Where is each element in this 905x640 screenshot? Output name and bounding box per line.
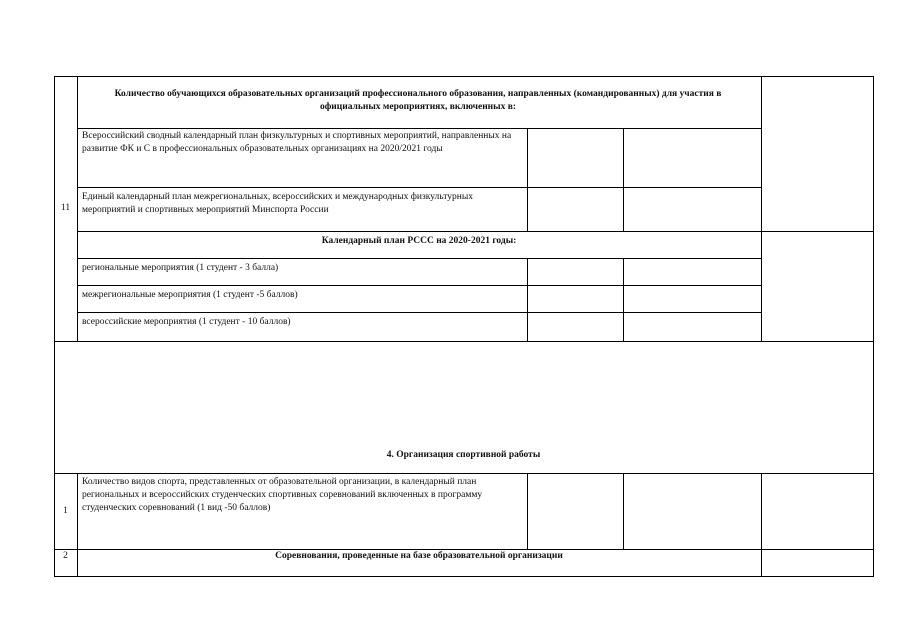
sports-types-count-item: Количество видов спорта, представленных от образовательной организации, в календарный план региональных и всероссийских студенческих спортивных соревнований включенных в программу студенческих соревнований (1 вид -50 баллов) <box>82 477 483 513</box>
row-number-11: 11 <box>60 203 71 213</box>
item-all-russian-plan: Всероссийский сводный календарный план физкультурных и спортивных мероприятий, направленных на развитие ФК и С в профессиональных образовательных организациях на 2020/2021 годы <box>82 131 512 154</box>
item-national-events: всероссийские мероприятия (1 студент - 10 баллов) <box>82 317 291 327</box>
row-number-2: 2 <box>63 551 68 561</box>
item-unified-plan: Единый календарный план межрегиональных, всероссийских и международных физкультурных мероприятий и спортивных мероприятий Минспорта России <box>82 192 474 215</box>
section-11-header: Количество обучающихся образовательных организаций профессионального образования, направленных (командированных) для участия в официальных мероприятиях, включенных в: <box>114 89 722 112</box>
rsss-plan-subheader: Календарный план РССС на 2020-2021 годы: <box>321 236 517 246</box>
competitions-on-site-header: Соревнования, проведенные на базе образовательной организации <box>275 551 563 561</box>
item-interregional-events: межрегиональные мероприятия (1 студент -5 баллов) <box>82 290 298 300</box>
row-number-1: 1 <box>63 506 68 516</box>
section-4-title: 4. Организация спортивной работы <box>386 450 541 460</box>
item-regional-events: региональные мероприятия (1 студент - 3 балла) <box>82 263 279 273</box>
